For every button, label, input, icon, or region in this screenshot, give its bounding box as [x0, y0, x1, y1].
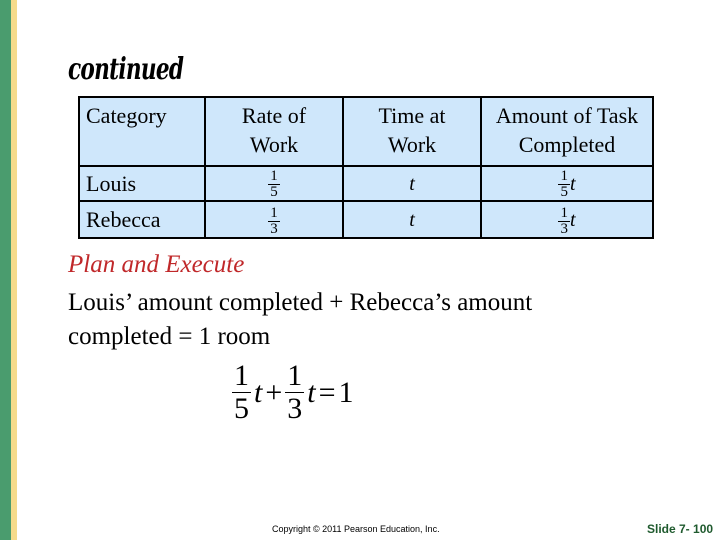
numerator: 1 — [234, 359, 249, 392]
time-var: t — [409, 173, 415, 196]
copyright: Copyright © 2011 Pearson Education, Inc. — [272, 524, 440, 534]
amount-var: t — [569, 173, 576, 195]
denominator: 3 — [287, 392, 303, 425]
header-text: Work — [249, 132, 299, 157]
slide-number: Slide 7- 100 — [647, 522, 714, 536]
header-category — [79, 97, 205, 166]
cell-amount — [481, 166, 653, 201]
amount-var: t — [569, 209, 576, 232]
table-row — [79, 166, 653, 201]
header-text: Completed — [518, 132, 616, 157]
heading-continued: continued — [68, 52, 184, 87]
equals-sign: = — [318, 375, 336, 409]
denominator: 3 — [270, 220, 278, 237]
numerator: 1 — [560, 204, 568, 221]
denominator: 5 — [270, 184, 278, 201]
header-amount — [481, 97, 653, 166]
cell-rate — [205, 166, 343, 201]
left-yellow-bar — [11, 0, 17, 540]
fraction — [268, 169, 280, 200]
cell-amount — [481, 201, 653, 238]
variable: t — [307, 375, 316, 409]
fraction — [558, 169, 570, 200]
table-row — [79, 201, 653, 238]
cell-name: Rebecca — [79, 201, 205, 238]
numerator: 1 — [270, 168, 278, 185]
time-var: t — [409, 209, 415, 232]
plan-title: Plan and Execute — [68, 251, 245, 278]
numerator: 1 — [270, 204, 278, 221]
cell-rate — [205, 201, 343, 238]
denominator: 5 — [234, 392, 249, 425]
fraction — [268, 206, 280, 237]
header-text: Rate of — [241, 103, 307, 128]
denominator: 3 — [560, 220, 568, 237]
cell-name: Louis — [79, 166, 205, 201]
cell-time — [343, 166, 481, 201]
fraction — [558, 206, 570, 237]
work-rate-table — [78, 96, 654, 239]
fraction — [232, 360, 251, 425]
header-text: Amount of Task — [495, 103, 639, 128]
table-header-row — [79, 97, 653, 166]
equation — [232, 360, 354, 425]
left-green-bar — [0, 0, 11, 540]
numerator: 1 — [287, 359, 303, 392]
denominator: 5 — [560, 184, 568, 201]
header-text: Category — [86, 103, 167, 128]
cell-time — [343, 201, 481, 238]
header-text: Work — [387, 132, 437, 157]
header-text: Time at — [378, 103, 446, 128]
variable: t — [254, 375, 263, 409]
header-time — [343, 97, 481, 166]
header-rate — [205, 97, 343, 166]
numerator: 1 — [560, 168, 568, 185]
plus-sign: + — [265, 375, 283, 409]
body-text: Louis’ amount completed + Rebecca’s amount completed = 1 room — [68, 289, 533, 350]
fraction — [285, 360, 304, 425]
rhs: 1 — [338, 375, 354, 409]
